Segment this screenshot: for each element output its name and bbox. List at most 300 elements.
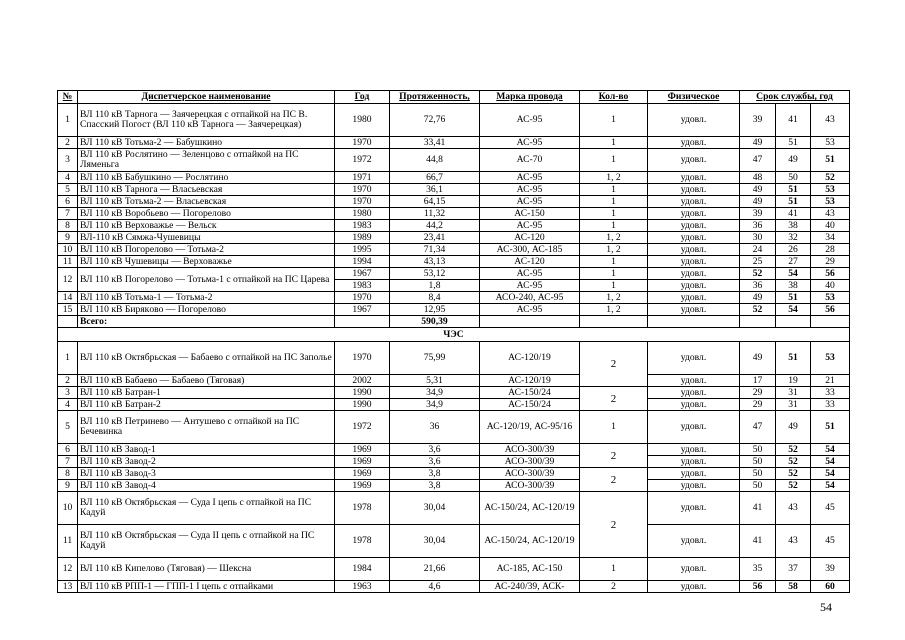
table-row [58, 149, 850, 172]
row-life-2: 51 [776, 137, 811, 149]
row-wire: АС-150/24, АС-120/19 [480, 525, 580, 558]
row-qty: 1 [580, 220, 648, 232]
table-row [58, 444, 850, 456]
row-life-3: 34 [811, 232, 850, 244]
row-number: 8 [58, 220, 78, 232]
row-wire: АС-120 [480, 256, 580, 268]
table-row [58, 558, 850, 581]
row-life-3: 33 [811, 399, 850, 411]
row-name: ВЛ 110 кВ Бирякoво — Погорелово [78, 304, 335, 316]
row-life-2: 49 [776, 149, 811, 172]
row-length: 12,95 [390, 304, 480, 316]
row-name: ВЛ 110 кВ Завод-2 [78, 456, 335, 468]
row-life-2: 51 [776, 196, 811, 208]
row-year: 1984 [335, 558, 390, 581]
row-condition: удовл. [648, 456, 740, 468]
row-wire: АС-95 [480, 196, 580, 208]
row-wire: АС-95 [480, 104, 580, 137]
row-name: ВЛ 110 кВ Батран-2 [78, 399, 335, 411]
row-life-1: 29 [740, 399, 776, 411]
row-qty: 1 [580, 280, 648, 292]
row-length: 3,6 [390, 456, 480, 468]
row-name: ВЛ 110 кВ Октябрьская — Суда II цепь с отпайкой на ПС Кадуй [78, 525, 335, 558]
row-length: 8,4 [390, 292, 480, 304]
row-condition: удовл. [648, 172, 740, 184]
row-length: 53,12 [390, 268, 480, 280]
row-number: 1 [58, 342, 78, 375]
row-name: ВЛ 110 кВ Бабаево — Бабаево (Тяговая) [78, 375, 335, 387]
row-qty: 1, 2 [580, 232, 648, 244]
row-life-1: 25 [740, 256, 776, 268]
table-row [58, 399, 850, 411]
row-life-1: 49 [740, 292, 776, 304]
table-row [58, 184, 850, 196]
row-wire: АС-95 [480, 172, 580, 184]
row-life-3: 45 [811, 525, 850, 558]
row-life-2: 31 [776, 399, 811, 411]
row-life-2: 31 [776, 387, 811, 399]
row-life-3: 43 [811, 208, 850, 220]
row-number: 5 [58, 411, 78, 444]
row-qty: 1 [580, 256, 648, 268]
row-life-3: 53 [811, 184, 850, 196]
row-year: 1989 [335, 232, 390, 244]
row-wire: АС-150/24 [480, 387, 580, 399]
row-year: 1972 [335, 411, 390, 444]
row-number: 2 [58, 375, 78, 387]
row-number: 7 [58, 208, 78, 220]
row-life-2: 58 [776, 581, 811, 593]
row-life-1: 49 [740, 342, 776, 375]
table-row [58, 172, 850, 184]
row-wire: АС-185, АС-150 [480, 558, 580, 581]
row-wire: АСО-300/39 [480, 456, 580, 468]
table-row [58, 387, 850, 399]
row-condition: удовл. [648, 525, 740, 558]
row-number: 4 [58, 172, 78, 184]
section-title: ЧЭС [58, 328, 850, 342]
row-condition: удовл. [648, 137, 740, 149]
row-qty: 1, 2 [580, 244, 648, 256]
row-condition: удовл. [648, 149, 740, 172]
row-condition: удовл. [648, 104, 740, 137]
row-condition: удовл. [648, 444, 740, 456]
row-number: 5 [58, 184, 78, 196]
row-wire: АС-120/19 [480, 342, 580, 375]
row-year: 1980 [335, 208, 390, 220]
col-length: Протяженность, [390, 91, 480, 104]
row-wire: АС-95 [480, 220, 580, 232]
row-year: 1963 [335, 581, 390, 593]
row-wire: АС-95 [480, 280, 580, 292]
row-number: 11 [58, 525, 78, 558]
row-life-1: 47 [740, 411, 776, 444]
row-year: 1990 [335, 399, 390, 411]
row-condition: удовл. [648, 558, 740, 581]
row-name: ВЛ 110 кВ Верховажье — Вельск [78, 220, 335, 232]
row-number: 15 [58, 304, 78, 316]
row-condition: удовл. [648, 480, 740, 492]
row-number: 12 [58, 558, 78, 581]
col-qty: Кол-во [580, 91, 648, 104]
row-life-2: 54 [776, 304, 811, 316]
row-condition: удовл. [648, 232, 740, 244]
row-number: 11 [58, 256, 78, 268]
row-year: 1980 [335, 104, 390, 137]
row-life-2: 43 [776, 492, 811, 525]
row-wire: АСО-300/39 [480, 468, 580, 480]
row-life-3: 29 [811, 256, 850, 268]
row-life-2: 50 [776, 172, 811, 184]
table-header-row [58, 91, 850, 104]
row-length: 72,76 [390, 104, 480, 137]
row-length: 5,31 [390, 375, 480, 387]
row-year: 1978 [335, 525, 390, 558]
table-row [58, 220, 850, 232]
row-life-2: 49 [776, 411, 811, 444]
row-year: 1970 [335, 342, 390, 375]
row-life-2: 37 [776, 558, 811, 581]
row-life-3: 40 [811, 220, 850, 232]
power-lines-table [57, 90, 850, 593]
col-service-life: Срок службы, год [740, 91, 850, 104]
row-life-1: 50 [740, 456, 776, 468]
row-qty: 1 [580, 104, 648, 137]
row-name: ВЛ 110 кВ Погорелово — Тотьма-1 с отпайкой на ПС Царева [78, 268, 335, 292]
row-name: ВЛ 110 кВ Тарнога — Заячерецкая с отпайкой на ПС В. Спасский Погост (ВЛ 110 кВ Тарнога — Заячерецкая) [78, 104, 335, 137]
row-condition: удовл. [648, 256, 740, 268]
document-page [57, 90, 849, 593]
row-name: ВЛ 110 кВ Погорелово — Тотьма-2 [78, 244, 335, 256]
row-condition: удовл. [648, 468, 740, 480]
total-value: 590,39 [390, 316, 480, 328]
row-wire: АС-120/19, АС-95/16 [480, 411, 580, 444]
row-condition: удовл. [648, 411, 740, 444]
row-name: ВЛ 110 кВ Завод-1 [78, 444, 335, 456]
row-length: 66,7 [390, 172, 480, 184]
row-number: 6 [58, 444, 78, 456]
row-number: 6 [58, 196, 78, 208]
row-qty: 2 [580, 581, 648, 593]
row-year: 1972 [335, 149, 390, 172]
row-wire: АС-95 [480, 268, 580, 280]
row-life-3: 21 [811, 375, 850, 387]
row-life-1: 30 [740, 232, 776, 244]
row-number: 14 [58, 292, 78, 304]
row-life-1: 48 [740, 172, 776, 184]
row-life-3: 51 [811, 411, 850, 444]
row-qty: 2 [580, 492, 648, 558]
row-name: ВЛ-110 кВ Сямжа-Чушевицы [78, 232, 335, 244]
row-life-1: 36 [740, 280, 776, 292]
row-wire: АС-150/24, АС-120/19 [480, 492, 580, 525]
row-condition: удовл. [648, 387, 740, 399]
row-life-3: 43 [811, 104, 850, 137]
row-number: 9 [58, 480, 78, 492]
row-qty: 1 [580, 137, 648, 149]
row-wire: АСО-300/39 [480, 480, 580, 492]
row-qty: 1 [580, 184, 648, 196]
row-life-2: 51 [776, 184, 811, 196]
row-life-2: 26 [776, 244, 811, 256]
row-qty: 1 [580, 149, 648, 172]
row-year: 1970 [335, 137, 390, 149]
row-wire: АС-120/19 [480, 375, 580, 387]
row-number: 12 [58, 268, 78, 292]
row-life-2: 41 [776, 208, 811, 220]
row-length: 3,6 [390, 444, 480, 456]
row-length: 71,34 [390, 244, 480, 256]
row-name: ВЛ 110 кВ Бабушкино — Рослятино [78, 172, 335, 184]
row-condition: удовл. [648, 492, 740, 525]
row-condition: удовл. [648, 375, 740, 387]
row-life-3: 28 [811, 244, 850, 256]
row-condition: удовл. [648, 304, 740, 316]
row-year: 1990 [335, 387, 390, 399]
row-qty: 2 [580, 444, 648, 468]
row-qty: 1, 2 [580, 292, 648, 304]
row-name: ВЛ 110 кВ Октябрьская — Суда I цепь с отпайкой на ПС Кадуй [78, 492, 335, 525]
row-number: 10 [58, 492, 78, 525]
table-row [58, 468, 850, 480]
table-row [58, 480, 850, 492]
row-wire: АС-70 [480, 149, 580, 172]
row-length: 11,32 [390, 208, 480, 220]
row-wire: АС-240/39, АСК- [480, 581, 580, 593]
row-name: ВЛ 110 кВ Тотьма-2 — Бабушкино [78, 137, 335, 149]
row-condition: удовл. [648, 581, 740, 593]
row-year: 1978 [335, 492, 390, 525]
row-life-2: 52 [776, 456, 811, 468]
row-life-1: 49 [740, 184, 776, 196]
row-life-3: 33 [811, 387, 850, 399]
row-year: 2002 [335, 375, 390, 387]
row-life-2: 51 [776, 292, 811, 304]
row-life-1: 52 [740, 304, 776, 316]
row-number: 13 [58, 581, 78, 593]
row-life-2: 38 [776, 280, 811, 292]
row-condition: удовл. [648, 244, 740, 256]
row-year: 1971 [335, 172, 390, 184]
row-wire: АС-120 [480, 232, 580, 244]
total-row [58, 316, 850, 328]
row-life-2: 41 [776, 104, 811, 137]
row-life-2: 38 [776, 220, 811, 232]
row-life-3: 45 [811, 492, 850, 525]
row-life-1: 50 [740, 444, 776, 456]
row-year: 1969 [335, 444, 390, 456]
row-condition: удовл. [648, 399, 740, 411]
row-wire: АС-300, АС-185 [480, 244, 580, 256]
row-life-1: 24 [740, 244, 776, 256]
row-length: 44,2 [390, 220, 480, 232]
row-life-1: 29 [740, 387, 776, 399]
row-wire: АС-95 [480, 304, 580, 316]
row-life-1: 49 [740, 196, 776, 208]
row-life-3: 51 [811, 149, 850, 172]
table-row [58, 268, 850, 280]
row-condition: удовл. [648, 268, 740, 280]
row-year: 1970 [335, 184, 390, 196]
row-length: 1,8 [390, 280, 480, 292]
table-row [58, 137, 850, 149]
row-year: 1967 [335, 304, 390, 316]
row-name: ВЛ 110 кВ Воробьево — Погорелово [78, 208, 335, 220]
row-length: 36,1 [390, 184, 480, 196]
row-wire: АСО-240, АС-95 [480, 292, 580, 304]
row-number: 7 [58, 456, 78, 468]
row-condition: удовл. [648, 292, 740, 304]
row-year: 1967 [335, 268, 390, 280]
row-life-3: 53 [811, 196, 850, 208]
row-condition: удовл. [648, 184, 740, 196]
row-name: ВЛ 110 кВ Батран-1 [78, 387, 335, 399]
col-wire: Марка провода [480, 91, 580, 104]
row-life-3: 54 [811, 480, 850, 492]
row-life-3: 52 [811, 172, 850, 184]
row-number: 3 [58, 149, 78, 172]
row-life-1: 50 [740, 480, 776, 492]
row-condition: удовл. [648, 196, 740, 208]
row-length: 23,41 [390, 232, 480, 244]
row-life-1: 36 [740, 220, 776, 232]
row-length: 30,04 [390, 492, 480, 525]
row-qty: 2 [580, 468, 648, 492]
row-wire: АСО-300/39 [480, 444, 580, 456]
row-qty: 1 [580, 208, 648, 220]
row-life-1: 41 [740, 492, 776, 525]
row-life-1: 50 [740, 468, 776, 480]
row-year: 1969 [335, 468, 390, 480]
row-length: 75,99 [390, 342, 480, 375]
row-life-3: 40 [811, 280, 850, 292]
row-life-2: 52 [776, 468, 811, 480]
row-life-3: 53 [811, 292, 850, 304]
row-number: 3 [58, 387, 78, 399]
section-header-row [58, 328, 850, 342]
table-row [58, 104, 850, 137]
row-length: 33,41 [390, 137, 480, 149]
row-length: 4,6 [390, 581, 480, 593]
row-condition: удовл. [648, 342, 740, 375]
col-year: Год [335, 91, 390, 104]
col-condition: Физическое [648, 91, 740, 104]
row-qty: 2 [580, 342, 648, 387]
row-name: ВЛ 110 кВ Тотьма-1 — Тотьма-2 [78, 292, 335, 304]
row-number: 9 [58, 232, 78, 244]
table-row [58, 208, 850, 220]
table-row [58, 342, 850, 375]
row-life-3: 54 [811, 456, 850, 468]
row-number: 10 [58, 244, 78, 256]
table-row [58, 411, 850, 444]
row-condition: удовл. [648, 220, 740, 232]
table-row [58, 292, 850, 304]
row-name: ВЛ 110 кВ Октябрьская — Бабаево с отпайкой на ПС Заполье [78, 342, 335, 375]
row-year: 1970 [335, 196, 390, 208]
row-year: 1994 [335, 256, 390, 268]
row-length: 34,9 [390, 387, 480, 399]
table-row [58, 581, 850, 593]
row-qty: 1, 2 [580, 172, 648, 184]
row-life-1: 47 [740, 149, 776, 172]
row-name: ВЛ 110 кВ Тарнога — Власьевская [78, 184, 335, 196]
row-qty: 1 [580, 558, 648, 581]
page-number: 54 [820, 600, 832, 614]
table-row [58, 456, 850, 468]
row-name: ВЛ 110 кВ Чушевицы — Верховажье [78, 256, 335, 268]
total-label: Всего: [78, 316, 335, 328]
row-year: 1995 [335, 244, 390, 256]
row-qty: 1, 2 [580, 304, 648, 316]
row-name: ВЛ 110 кВ РПП-1 — ГПП-1 I цепь с отпайками [78, 581, 335, 593]
row-name: ВЛ 110 кВ Петринево — Антушево с отпайкой на ПС Бечевинка [78, 411, 335, 444]
row-wire: АС-95 [480, 184, 580, 196]
row-wire: АС-95 [480, 137, 580, 149]
row-life-3: 56 [811, 268, 850, 280]
row-life-3: 54 [811, 468, 850, 480]
row-life-2: 19 [776, 375, 811, 387]
row-life-2: 32 [776, 232, 811, 244]
row-life-2: 51 [776, 342, 811, 375]
row-life-2: 54 [776, 268, 811, 280]
table-row [58, 196, 850, 208]
col-number: № [58, 91, 78, 104]
row-name: ВЛ 110 кВ Тотьма-2 — Власьевская [78, 196, 335, 208]
row-life-3: 54 [811, 444, 850, 456]
row-qty: 1 [580, 196, 648, 208]
row-length: 34,9 [390, 399, 480, 411]
row-qty: 1 [580, 411, 648, 444]
row-length: 3,8 [390, 468, 480, 480]
row-year: 1970 [335, 292, 390, 304]
row-life-3: 39 [811, 558, 850, 581]
row-name: ВЛ 110 кВ Кипелово (Тяговая) — Шексна [78, 558, 335, 581]
row-condition: удовл. [648, 208, 740, 220]
table-row [58, 256, 850, 268]
row-condition: удовл. [648, 280, 740, 292]
row-life-2: 27 [776, 256, 811, 268]
row-life-1: 41 [740, 525, 776, 558]
row-life-1: 39 [740, 104, 776, 137]
row-length: 3,8 [390, 480, 480, 492]
row-qty: 1 [580, 268, 648, 280]
row-length: 36 [390, 411, 480, 444]
row-life-2: 52 [776, 480, 811, 492]
row-wire: АС-150/24 [480, 399, 580, 411]
row-life-1: 52 [740, 268, 776, 280]
row-life-1: 35 [740, 558, 776, 581]
row-number: 2 [58, 137, 78, 149]
row-life-2: 52 [776, 444, 811, 456]
row-name: ВЛ 110 кВ Завод-3 [78, 468, 335, 480]
row-life-3: 53 [811, 342, 850, 375]
table-row [58, 525, 850, 558]
row-life-1: 17 [740, 375, 776, 387]
table-row [58, 492, 850, 525]
table-row [58, 375, 850, 387]
row-life-3: 53 [811, 137, 850, 149]
row-length: 21,66 [390, 558, 480, 581]
row-life-3: 56 [811, 304, 850, 316]
row-length: 30,04 [390, 525, 480, 558]
col-name: Диспетчерское наименование [78, 91, 335, 104]
table-row [58, 244, 850, 256]
row-year: 1969 [335, 480, 390, 492]
row-life-2: 43 [776, 525, 811, 558]
row-life-1: 49 [740, 137, 776, 149]
row-life-1: 56 [740, 581, 776, 593]
